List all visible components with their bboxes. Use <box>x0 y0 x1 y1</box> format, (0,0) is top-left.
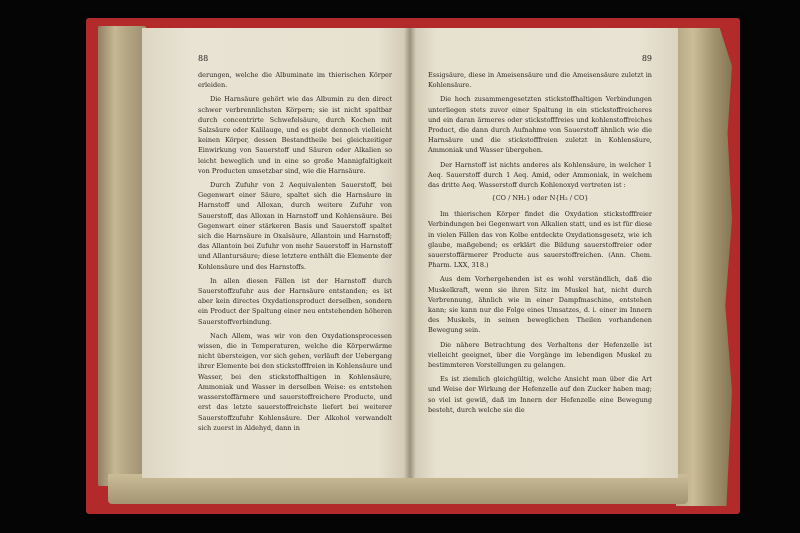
left-page-edges <box>98 26 146 486</box>
paragraph: In allen diesen Fällen ist der Harnstoff durch Sauerstoffzufuhr aus der Harnsäure entstanden; es ist aber kein directes Oxydationsproduct derselben, sondern ein Product der Spaltung einer neu entstehenden höheren Sauerstoffverbindung. <box>198 276 392 326</box>
right-page-body <box>428 70 652 415</box>
left-page-body <box>198 70 392 433</box>
paragraph: derungen, welche die Albuminate im thierischen Körper erleiden. <box>198 71 392 90</box>
paragraph: Nach Allem, was wir von den Oxydationsprocessen wissen, die in Temperaturen, welche die Körperwärme nicht übersteigen, vor sich gehen, verläuft der Uebergang ihrer Elemente bei den stickstofffreien in Kohlensäure und Wasser, bei den stickstoffhaltigen in Kohlensäure, Ammoniak und Wasser in derselben Weise: es entstehen wasserstoffärmere und sauerstoffreichere Producte, und erst das letzte sauerstoffreichste liefert bei weiterer Sauerstoffzufuhr Kohlensäure. Der Alkohol verwandelt sich zuerst in Aldehyd, dann in <box>198 331 392 432</box>
right-page-edges <box>676 28 732 506</box>
left-page-number: 88 <box>198 54 209 63</box>
paragraph: Durch Zufuhr von 2 Aequivalenten Sauerstoff, bei Gegenwart einer Säure, spaltet sich die Harnsäure in Harnstoff und Alloxan, durch weitere Zufuhr von Sauerstoff, das Alloxan in Harnstoff und Kohlensäure. Bei Gegenwart einer stärkeren Basis und Sauerstoff spaltet sich die Harnsäure in Oxalsäure, Allantoin und Harnstoff; das Allantoin bei Zufuhr von mehr Sauerstoff in Harnstoff und Allantursäure; diese letztere enthält die Elemente der Kohlensäure und des Harnstoffs. <box>198 181 392 271</box>
bottom-page-edges <box>108 474 688 504</box>
chemical-formula: {CO / NH₂} oder N{H₂ / CO} <box>491 194 589 203</box>
paragraph: Aus dem Vorhergehenden ist es wohl verständlich, daß die Muskelkraft, wenn sie ihren Sitz im Muskel hat, nicht durch Verbrennung, ähnlich wie in einer Dampfmaschine, entstehen kann; sie kann nur die Folge eines Umsatzes, d. i. einer im Innern des Muskels, in seinen beweglichen Theilen vorhandenen Bewegung sein. <box>428 275 652 335</box>
paragraph: Die hoch zusammengesetzten stickstoffhaltigen Verbindungen unterliegen stets zuvor einer Spaltung in ein stickstoffreicheres und ein daran ärmeres oder stickstofffreies und kohlenstoffreiches Product, die dann durch Aufnahme von Sauerstoff ähnlich wie die Harnsäure und die stickstofffreien zuletzt in Kohlensäure, Ammoniak und Wasser übergehen. <box>428 95 652 155</box>
left-page <box>142 28 410 478</box>
paragraph: Die Harnsäure gehört wie das Albumin zu den direct schwer verbrennlichsten Körpern; sie ist nicht spaltbar durch concentrirte Schwefelsäure, durch Kochen mit Salzsäure oder Kalilauge, und es giebt dennoch vielleicht keinen Körper, dessen Bestandtheile bei gleichzeitiger Einwirkung von Sauerstoff und Säuren oder Alkalien so leicht beweglich und in eine so große Mannigfaltigkeit von Producten umsetzbar sind, wie die Harnsäure. <box>198 95 392 175</box>
book-gutter <box>404 28 416 478</box>
paragraph: Es ist ziemlich gleichgültig, welche Ansicht man über die Art und Weise der Wirkung der Hefenzelle auf den Zucker haben mag; so viel ist gewiß, daß im Innern der Hefenzelle eine Bewegung besteht, durch welche sie die <box>428 375 652 414</box>
paragraph: Der Harnstoff ist nichts anderes als Kohlensäure, in welcher 1 Aeq. Sauerstoff durch 1 Aeq. Amid, oder Ammoniak, in welchem das dritte Aeq. Wasserstoff durch Kohlenoxyd vertreten ist : <box>428 160 652 190</box>
right-page <box>410 28 678 478</box>
right-page-number: 89 <box>641 54 652 63</box>
paragraph: Im thierischen Körper findet die Oxydation stickstofffreier Verbindungen bei Gegenwart von Alkalien statt, und es ist für diese in vielen Fällen das von Kolbe entdeckte Oxydationsgesetz, wie ich glaube, maßgebend; es erklärt die Bildung sauerstoffreier oder sauerstoffärmerer Producte aus sauerstoffreichen. (Ann. Chem. Pharm. LXX, 318.) <box>428 210 652 270</box>
paragraph: Die nähere Betrachtung des Verhaltens der Hefenzelle ist vielleicht geeignet, über die Vorgänge im lebendigen Muskel zu bestimmteren Vorstellungen zu gelangen. <box>428 340 652 370</box>
paragraph: Essigsäure, diese in Ameisensäure und die Ameisensäure zuletzt in Kohlensäure. <box>428 71 652 90</box>
